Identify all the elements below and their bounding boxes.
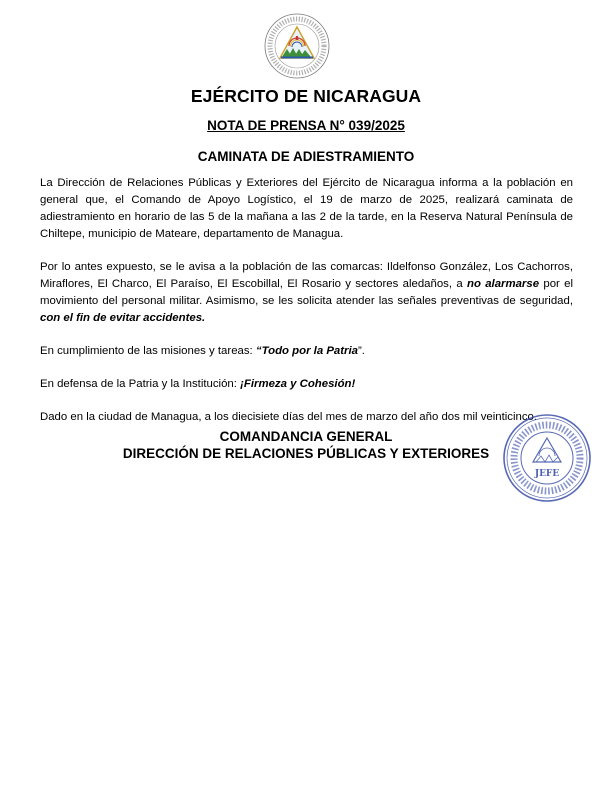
paragraph-mission: [40, 343, 573, 360]
notice-emphasis-accidents: con el fin de evitar accidentes.: [40, 312, 206, 324]
paragraph-announcement: La Dirección de Relaciones Públicas y Exteriores del Ejército de Nicaragua informa a la población en general que, el Comando de Apoyo Logístico, el 19 de marzo de 2025, realizará caminata de adiestramiento en horario de las 5 de la mañana a las 2 de la tarde, en la Reserva Natural Península de Chiltepe, municipio de Mateare, departamento de Managua.: [40, 177, 573, 240]
signature-line-command: COMANDANCIA GENERAL: [219, 429, 393, 444]
coat-of-arms-icon: [263, 12, 331, 80]
press-release-number: NOTA DE PRENSA N° 039/2025: [207, 118, 405, 133]
paragraph-notice: [40, 259, 573, 327]
notice-emphasis-no-alarm: no alarmarse: [466, 278, 540, 290]
signature-line-directorate: DIRECCIÓN DE RELACIONES PÚBLICAS Y EXTERIORES: [122, 445, 490, 461]
notice-text-1: Por lo antes expuesto, se le avisa a la población de las comarcas: Ildelfonso González, Los Cachorros, Miraflores, El Charco, El Paraíso, El Escobillal, El Rosario y sectores aledaños, a: [40, 261, 573, 290]
paragraph-date-place: Dado en la ciudad de Managua, a los diecisiete días del mes de marzo del año dos mil veinticinco.: [40, 411, 538, 423]
mission-text: En cumplimiento de las misiones y tareas:: [40, 345, 256, 357]
paragraph-defense: [40, 376, 573, 393]
organization-title: EJÉRCITO DE NICARAGUA: [190, 86, 422, 106]
defense-motto: ¡Firmeza y Cohesión!: [240, 378, 356, 390]
defense-text: En defensa de la Patria y la Institución:: [40, 378, 241, 390]
mission-closing-quote: ”.: [358, 345, 365, 357]
notice-text-2: por el movimiento del personal militar. Asimismo, se les solicita atender las señales preventivas de seguridad,: [40, 278, 573, 307]
press-release-body: [40, 175, 573, 442]
press-release-subject: CAMINATA DE ADIESTRAMIENTO: [197, 149, 415, 164]
seal-title: JEFE: [534, 469, 560, 479]
mission-motto: “Todo por la Patria: [255, 345, 358, 357]
signature-block: [80, 429, 532, 462]
official-seal-icon: [501, 412, 593, 504]
